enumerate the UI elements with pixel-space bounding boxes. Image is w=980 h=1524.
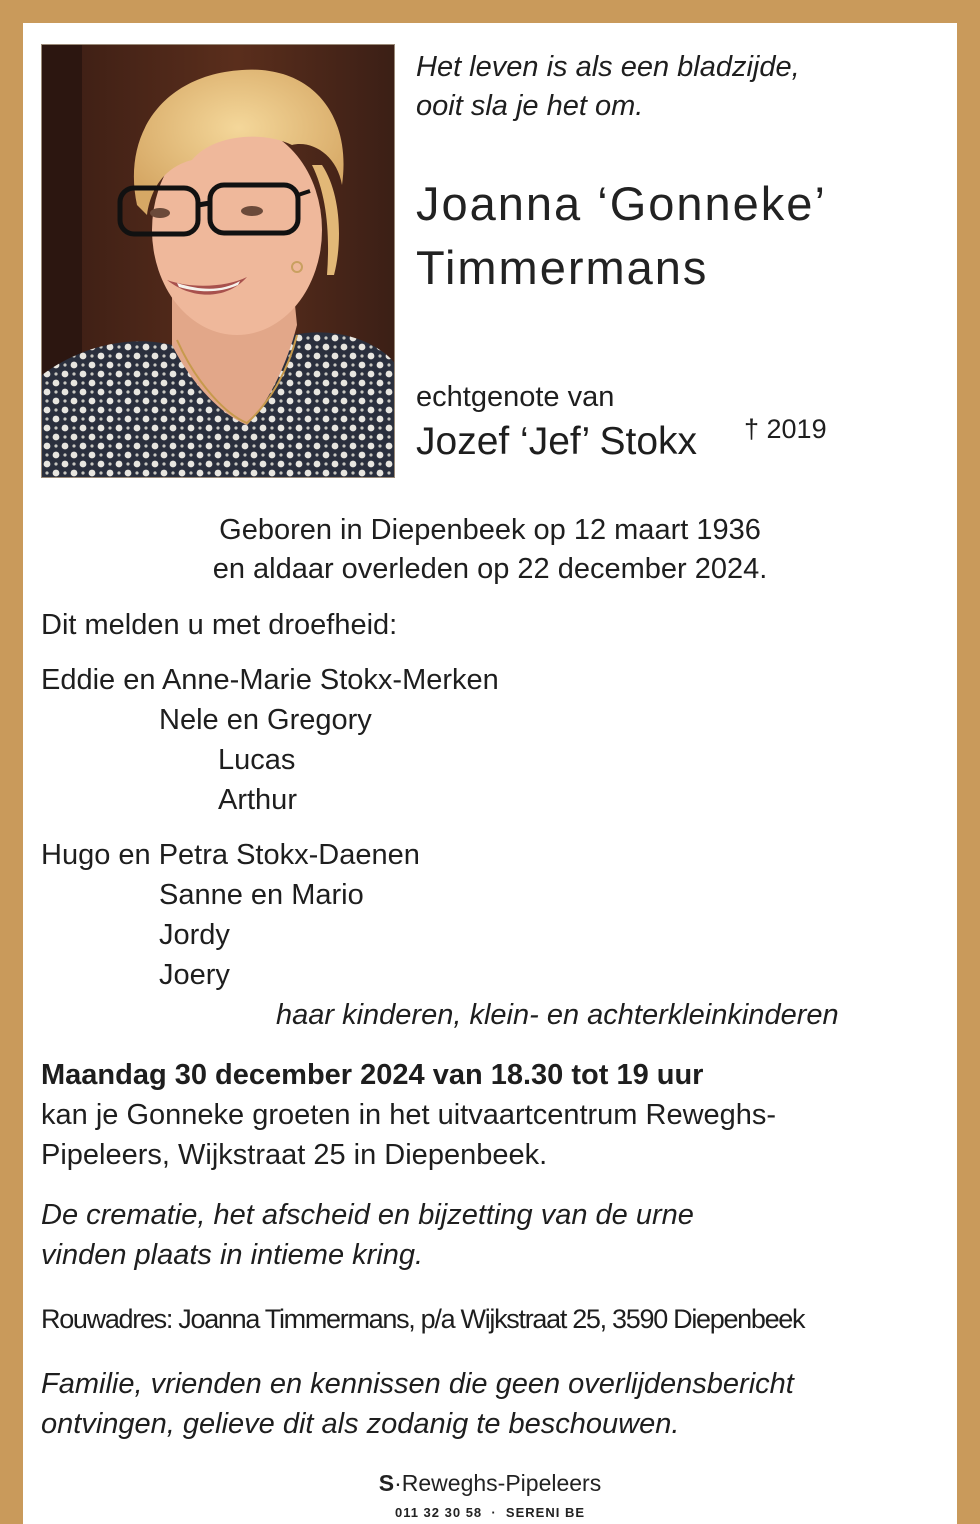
visitation-line-1: kan je Gonneke groeten in het uitvaartcentrum Reweghs-	[41, 1099, 777, 1131]
deceased-name-line-1: Joanna ‘Gonneke’	[416, 177, 827, 230]
spouse-name: Jozef ‘Jef’ Stokx	[416, 420, 698, 463]
funeral-home-contact: 011 32 30 58 · SERENI BE	[394, 1505, 586, 1520]
spouse-death-mark: † 2019	[744, 414, 827, 444]
family-closing: haar kinderen, klein- en achterkleinkinderen	[276, 999, 839, 1031]
family-child-1: Nele en Gregory	[159, 704, 372, 736]
cremation-line-1: De crematie, het afscheid en bijzetting van de urne	[41, 1199, 694, 1231]
birth-line: Geboren in Diepenbeek op 12 maart 1936	[219, 514, 761, 546]
family-parents-2: Hugo en Petra Stokx-Daenen	[41, 839, 420, 871]
visitation-line-2: Pipeleers, Wijkstraat 25 in Diepenbeek.	[41, 1139, 548, 1171]
portrait-illustration	[42, 45, 395, 478]
portrait-photo	[41, 44, 395, 478]
family-parents-1: Eddie en Anne-Marie Stokx-Merken	[41, 664, 499, 696]
funeral-home-logo	[0, 1470, 980, 1497]
logo-separator: ·	[394, 1470, 402, 1496]
family-grandchild-2: Arthur	[218, 784, 297, 816]
family-child-2: Sanne en Mario	[159, 879, 364, 911]
notice-line-2: ontvingen, gelieve dit als zodanig te beschouwen.	[41, 1408, 680, 1440]
cremation-line-2: vinden plaats in intieme kring.	[41, 1239, 424, 1271]
family-child-3: Jordy	[159, 919, 230, 951]
funeral-home-name: Reweghs-Pipeleers	[401, 1470, 602, 1496]
quote-line-2: ooit sla je het om.	[416, 90, 644, 122]
logo-mark: S	[378, 1470, 395, 1496]
mourning-address: Rouwadres: Joanna Timmermans, p/a Wijkstraat 25, 3590 Diepenbeek	[41, 1304, 805, 1334]
notice-line-1: Familie, vrienden en kennissen die geen overlijdensbericht	[41, 1368, 794, 1400]
announce-intro: Dit melden u met droefheid:	[41, 609, 398, 641]
quote-line-1: Het leven is als een bladzijde,	[416, 51, 800, 83]
death-line: en aldaar overleden op 22 december 2024.	[212, 553, 768, 585]
family-child-4: Joery	[159, 959, 230, 991]
visitation-headline: Maandag 30 december 2024 van 18.30 tot 19 uur	[41, 1059, 704, 1091]
family-grandchild-1: Lucas	[218, 744, 296, 776]
spouse-label: echtgenote van	[416, 381, 615, 413]
deceased-name-line-2: Timmermans	[416, 241, 709, 294]
